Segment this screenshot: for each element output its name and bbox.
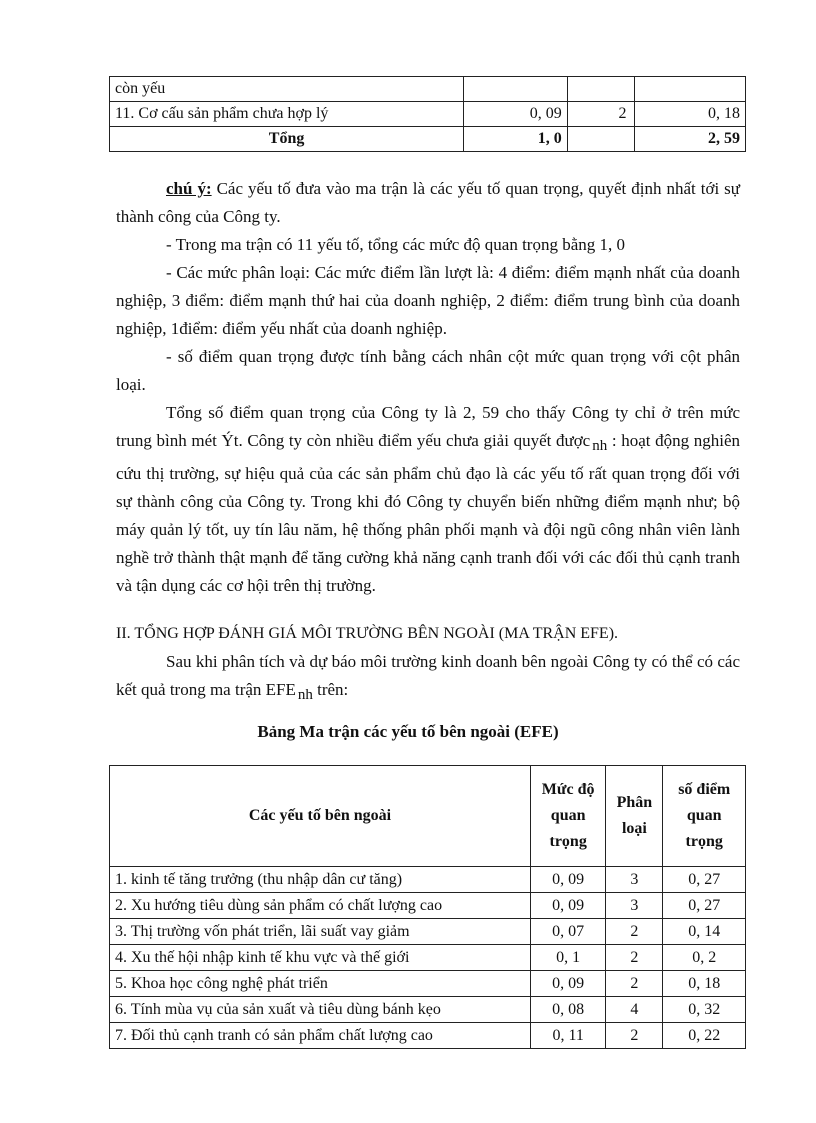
factor-cell: 4. Xu thế hội nhập kinh tế khu vực và thế giới [110,945,531,971]
ife-matrix-table [109,76,746,152]
bullet-rating-levels: - Các mức phân loại: Các mức điểm lần lượt là: 4 điểm: điểm mạnh nhất của doanh nghiệp, 3 điểm: điểm mạnh thứ hai của doanh nghiệp, 2 điểm: điểm trung bình của doanh nghiệp, 1điểm: điểm yếu nhất của doanh nghiệp. [116,263,740,338]
note-paragraph [116,175,740,231]
score-cell: 0, 2 [663,945,746,971]
table-row [110,102,746,127]
header-weight: Mức độ quan trọng [530,766,605,867]
note-label: chú ý: [166,179,212,198]
summary-subscript: nh [592,438,608,454]
summary-text-b: : hoạt động nghiên cứu thị trường, sự hiệu quả của các sản phẩm chủ đạo là các yếu tố rất quan trọng đối với sự thành công của Công ty. Trong khi đó Công ty chuyển biến những điểm mạnh như; bộ máy quản lý tốt, uy tín lâu năm, hệ thống phân phối mạnh và đội ngũ công nhân viên lành nghề trở thành thật mạnh để tăng cường khả năng cạnh tranh đối với các đối thủ cạnh tranh và tận dụng các cơ hội trên thị trường. [116,431,741,595]
table-row [110,945,746,971]
weight-cell: 0, 09 [530,893,605,919]
factor-cell: 11. Cơ cấu sản phẩm chưa hợp lý [110,102,464,127]
rating-cell: 4 [606,997,663,1023]
rating-cell: 3 [606,893,663,919]
score-cell [635,77,746,102]
table-row [110,971,746,997]
factor-cell: còn yếu [110,77,464,102]
table-row [110,1023,746,1049]
rating-cell [567,77,635,102]
score-cell: 0, 32 [663,997,746,1023]
section-heading: II. TỔNG HỢP ĐÁNH GIÁ MÔI TRƯỜNG BÊN NGOÀI (MA TRẬN EFE). [116,625,619,642]
intro-subscript: nh [297,687,313,703]
rating-cell: 2 [606,919,663,945]
rating-cell: 3 [606,867,663,893]
weight-cell: 0, 1 [530,945,605,971]
weight-cell: 0, 09 [530,971,605,997]
intro-text-b: trên: [312,680,349,699]
rating-cell: 2 [606,971,663,997]
score-cell: 0, 27 [663,893,746,919]
factor-cell: 3. Thị trường vốn phát triển, lãi suất vay giảm [110,919,531,945]
table-row [110,77,746,102]
factor-cell: 5. Khoa học công nghệ phát triển [110,971,531,997]
summary-paragraph [116,399,740,600]
factor-cell: 6. Tính mùa vụ của sản xuất và tiêu dùng bánh kẹo [110,997,531,1023]
rating-cell: 2 [606,1023,663,1049]
weight-cell: 0, 11 [530,1023,605,1049]
total-label: Tổng [110,127,464,152]
score-cell: 0, 27 [663,867,746,893]
header-factor: Các yếu tố bên ngoài [110,766,531,867]
table-row [110,867,746,893]
weight-cell: 0, 09 [464,102,568,127]
section-intro [116,648,740,709]
rating-cell: 2 [567,102,635,127]
efe-table-caption: Bảng Ma trận các yếu tố bên ngoài (EFE) [257,722,559,741]
score-cell: 0, 18 [635,102,746,127]
intro-text-a: Sau khi phân tích và dự báo môi trường kinh doanh bên ngoài Công ty có thể có các kết quả trong ma trận EFE [116,652,740,699]
table-row [110,919,746,945]
summary-text-a: Tổng số điểm quan trọng của Công ty là 2, 59 cho thấy Công ty chỉ ở trên mức trung bình mét Ýt. Công ty còn nhiều điểm yếu chưa giải quyết được [116,403,740,450]
total-rating [567,127,635,152]
weight-cell: 0, 09 [530,867,605,893]
bullet-total-factors: - Trong ma trận có 11 yếu tố, tổng các mức độ quan trọng bằng 1, 0 [166,235,625,254]
header-score: số điểm quan trọng [663,766,746,867]
total-score: 2, 59 [635,127,746,152]
table-row [110,997,746,1023]
header-rating: Phân loại [606,766,663,867]
weight-cell: 0, 08 [530,997,605,1023]
weight-cell [464,77,568,102]
factor-cell: 7. Đối thủ cạnh tranh có sản phẩm chất lượng cao [110,1023,531,1049]
total-weight: 1, 0 [464,127,568,152]
factor-cell: 2. Xu hướng tiêu dùng sản phẩm có chất lượng cao [110,893,531,919]
bullet-score-calc: - số điểm quan trọng được tính bằng cách nhân cột mức quan trọng với cột phân loại. [116,347,740,394]
weight-cell: 0, 07 [530,919,605,945]
score-cell: 0, 14 [663,919,746,945]
table-row [110,893,746,919]
rating-cell: 2 [606,945,663,971]
note-text: Các yếu tố đưa vào ma trận là các yếu tố quan trọng, quyết định nhất tới sự thành công của Công ty. [116,179,740,226]
efe-matrix-table [109,765,746,1049]
score-cell: 0, 18 [663,971,746,997]
table-header-row [110,766,746,867]
factor-cell: 1. kinh tế tăng trưởng (thu nhập dân cư tăng) [110,867,531,893]
total-row [110,127,746,152]
score-cell: 0, 22 [663,1023,746,1049]
